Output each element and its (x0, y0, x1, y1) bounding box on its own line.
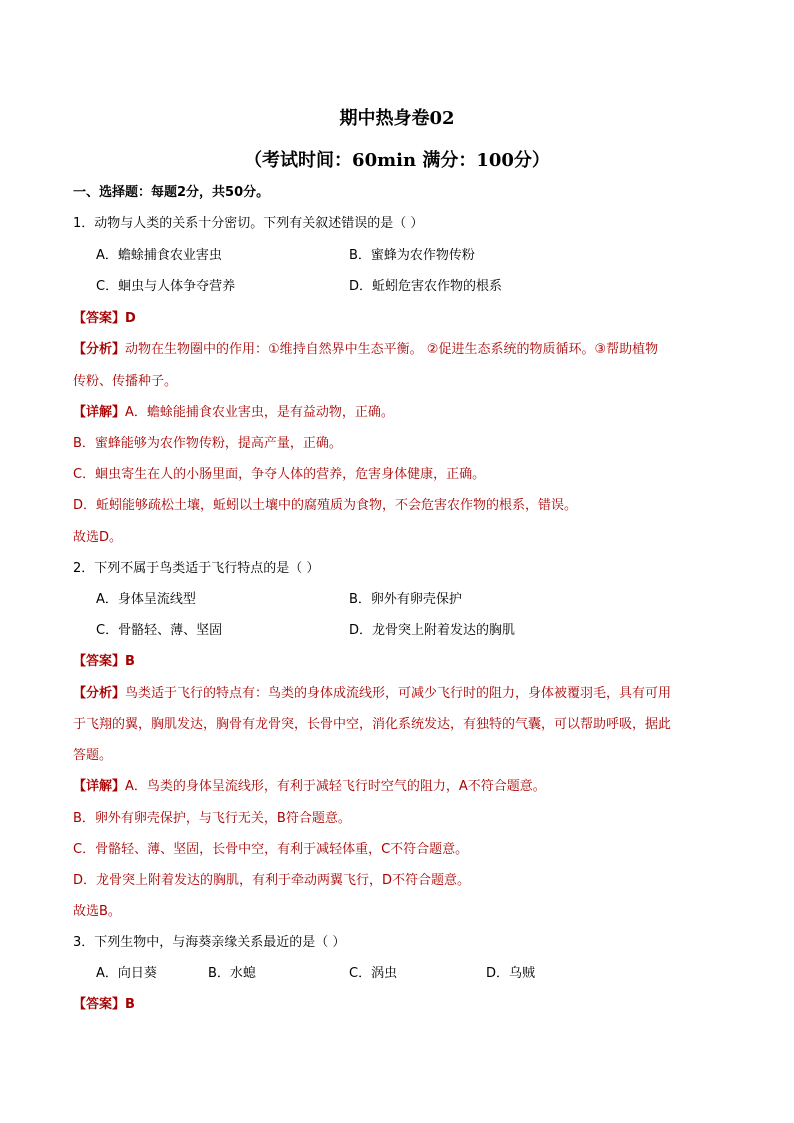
q1-analysis-cont: 传粉、传播种子。 (73, 374, 178, 389)
detail-label: 【详解】 (73, 779, 126, 794)
q3-stem: 3．下列生物中，与海葵亲缘关系最近的是（ ） (73, 935, 346, 950)
q2-option-d: D．龙骨突上附着发达的胸肌 (349, 623, 516, 638)
detail-text: A．蟾蜍能捕食农业害虫，是有益动物，正确。 (125, 405, 394, 420)
q1-detail-c: C．蛔虫寄生在人的小肠里面，争夺人体的营养，危害身体健康，正确。 (73, 467, 486, 482)
answer-label: 【答案】 (73, 997, 126, 1012)
page-title: 期中热身卷02 (339, 108, 455, 129)
q3-option-c: C．涡虫 (349, 966, 398, 981)
analysis-label: 【分析】 (73, 686, 126, 701)
q3-option-b: B．水螅 (208, 966, 256, 981)
q2-option-b: B．卵外有卵壳保护 (349, 592, 462, 607)
q3-option-d: D．乌贼 (486, 966, 536, 981)
exam-info: （考试时间：60min 满分：100分） (244, 150, 550, 171)
q1-detail-d: D．蚯蚓能够疏松土壤，蚯蚓以土壤中的腐殖质为食物，不会危害农作物的根系，错误。 (73, 498, 578, 513)
q1-stem: 1．动物与人类的关系十分密切。下列有关叙述错误的是（ ） (73, 216, 424, 231)
q1-option-a: A．蟾蜍捕食农业害虫 (96, 248, 222, 263)
analysis-text: 鸟类适于飞行的特点有：鸟类的身体成流线形，可减少飞行时的阻力，身体被覆羽毛，具有可用 (125, 686, 672, 701)
detail-text: A．鸟类的身体呈流线形，有利于减轻飞行时空气的阻力，A不符合题意。 (125, 779, 546, 794)
q1-option-c: C．蛔虫与人体争夺营养 (96, 279, 236, 294)
answer-label: 【答案】 (73, 311, 126, 326)
q3-answer (73, 996, 135, 1014)
q2-option-a: A．身体呈流线型 (96, 592, 196, 607)
q2-detail-b: B．卵外有卵壳保护，与飞行无关，B符合题意。 (73, 811, 351, 826)
q2-analysis-end: 答题。 (73, 748, 113, 763)
q1-detail (73, 404, 394, 422)
answer-value: D (125, 311, 136, 326)
section-heading: 一、选择题：每题2分，共50分。 (73, 185, 270, 200)
q2-detail-c: C．骨骼轻、薄、坚固，长骨中空，有利于减轻体重，C不符合题意。 (73, 842, 469, 857)
q1-conclusion: 故选D。 (73, 530, 123, 545)
q2-stem: 2．下列不属于鸟类适于飞行特点的是（ ） (73, 561, 320, 576)
q2-detail (73, 778, 546, 796)
q2-conclusion: 故选B。 (73, 904, 121, 919)
answer-label: 【答案】 (73, 654, 126, 669)
answer-value: B (125, 997, 135, 1012)
q1-answer (73, 310, 136, 328)
q1-analysis (73, 341, 658, 359)
q1-detail-b: B．蜜蜂能够为农作物传粉，提高产量，正确。 (73, 436, 342, 451)
detail-label: 【详解】 (73, 405, 126, 420)
analysis-text: 动物在生物圈中的作用：①维持自然界中生态平衡。 ②促进生态系统的物质循环。③帮助植物 (125, 342, 659, 357)
q2-option-c: C．骨骼轻、薄、坚固 (96, 623, 223, 638)
q1-option-d: D．蚯蚓危害农作物的根系 (349, 279, 503, 294)
q2-detail-d: D．龙骨突上附着发达的胸肌，有利于牵动两翼飞行，D不符合题意。 (73, 873, 471, 888)
q2-analysis-cont: 于飞翔的翼，胸肌发达，胸骨有龙骨突，长骨中空，消化系统发达，有独特的气囊，可以帮助呼吸，据此 (73, 717, 672, 732)
q3-option-a: A．向日葵 (96, 966, 157, 981)
analysis-label: 【分析】 (73, 342, 126, 357)
q1-option-b: B．蜜蜂为农作物传粉 (349, 248, 475, 263)
q2-analysis (73, 685, 671, 703)
answer-value: B (125, 654, 135, 669)
q2-answer (73, 653, 135, 671)
